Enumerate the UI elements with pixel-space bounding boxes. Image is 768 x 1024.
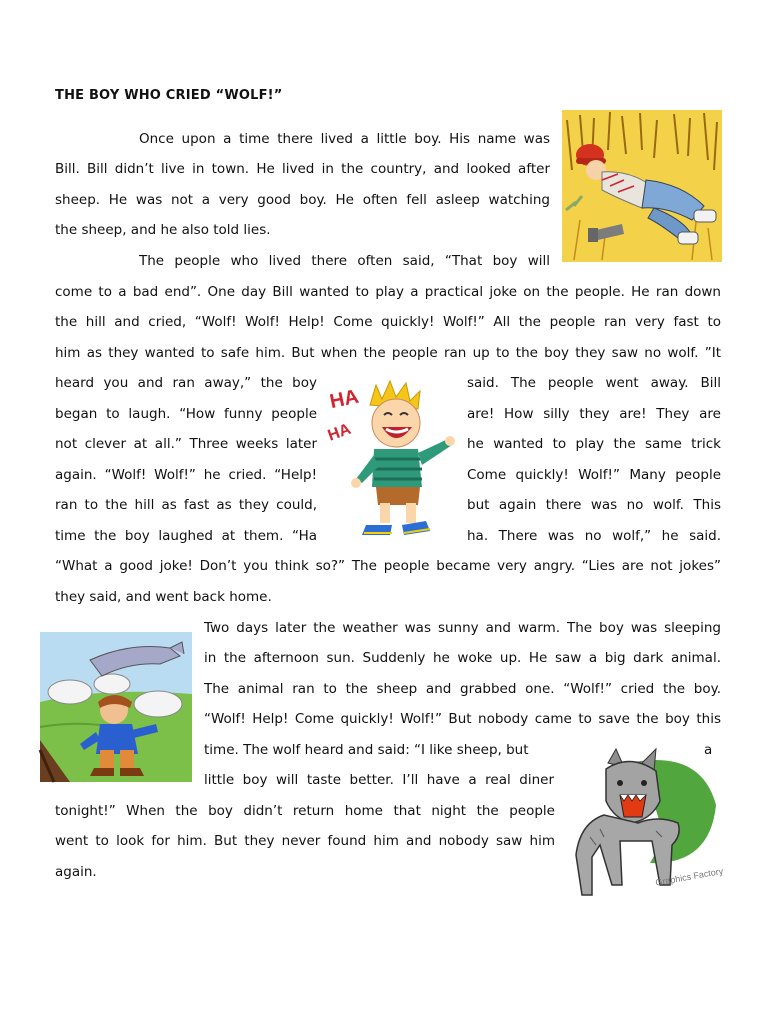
text-line: went to look for him. But they never found him and nobody saw him <box>55 833 555 849</box>
sleeping-boy-illustration <box>562 110 722 262</box>
ha-text: HA <box>325 420 354 445</box>
text-line: “Wolf! Help! Come quickly! Wolf!” But nobody came to save the boy this <box>204 711 721 727</box>
text-line: come to a bad end”. One day Bill wanted to play a practical joke on the people. He ran down <box>55 284 721 300</box>
text-line: The animal ran to the sheep and grabbed one. “Wolf!” cried the boy. <box>204 681 721 697</box>
text-line: the sheep, and he also told lies. <box>55 222 271 238</box>
ha-text: HA <box>327 385 361 414</box>
text-line: ran to the hill as fast as they could, <box>55 497 317 513</box>
text-line: said. The people went away. Bill <box>467 375 721 391</box>
text-line: ha. There was no wolf,” he said. <box>467 528 721 544</box>
text-line: The people who lived there often said, “That boy will <box>139 253 550 269</box>
wolf-and-boy-illustration <box>40 632 192 782</box>
story-title: THE BOY WHO CRIED “WOLF!” <box>55 88 283 103</box>
text-line: he wanted to play the same trick <box>467 436 721 452</box>
text-line: a <box>704 742 713 758</box>
text-line: Once upon a time there lived a little boy. His name was <box>139 131 550 147</box>
text-line: little boy will taste better. I’ll have a real diner <box>204 772 554 788</box>
wolf-illustration <box>560 745 724 897</box>
text-line: but again there was no wolf. This <box>467 497 721 513</box>
text-line: sheep. He was not a very good boy. He often fell asleep watching <box>55 192 550 208</box>
text-line: the hill and cried, “Wolf! Wolf! Help! Come quickly! Wolf!” All the people ran very fast to <box>55 314 721 330</box>
text-line: in the afternoon sun. Suddenly he woke up. He saw a big dark animal. <box>204 650 721 666</box>
text-line: Bill. Bill didn’t live in town. He lived in the country, and looked after <box>55 161 550 177</box>
text-line: heard you and ran away,” the boy <box>55 375 317 391</box>
text-line: they said, and went back home. <box>55 589 272 605</box>
watermark-text: Graphics Factory <box>654 865 724 888</box>
text-line: not clever at all.” Three weeks later <box>55 436 317 452</box>
text-line: time the boy laughed at them. “Ha <box>55 528 317 544</box>
text-line: are! How silly they are! They are <box>467 406 721 422</box>
text-line: tonight!” When the boy didn’t return home that night the people <box>55 803 555 819</box>
text-line: time. The wolf heard and said: “I like sheep, but <box>204 742 529 758</box>
text-line: Come quickly! Wolf!” Many people <box>467 467 721 483</box>
text-line: him as they wanted to safe him. But when the people ran up to the boy they saw no wolf. ”It <box>55 345 721 361</box>
text-line: began to laugh. “How funny people <box>55 406 317 422</box>
laughing-boy-illustration <box>326 375 458 543</box>
text-line: again. <box>55 864 97 880</box>
text-line: “What a good joke! Don’t you think so?” The people became very angry. “Lies are not jokes” <box>55 558 721 574</box>
text-line: again. “Wolf! Wolf!” he cried. “Help! <box>55 467 317 483</box>
text-line: Two days later the weather was sunny and warm. The boy was sleeping <box>204 620 721 636</box>
